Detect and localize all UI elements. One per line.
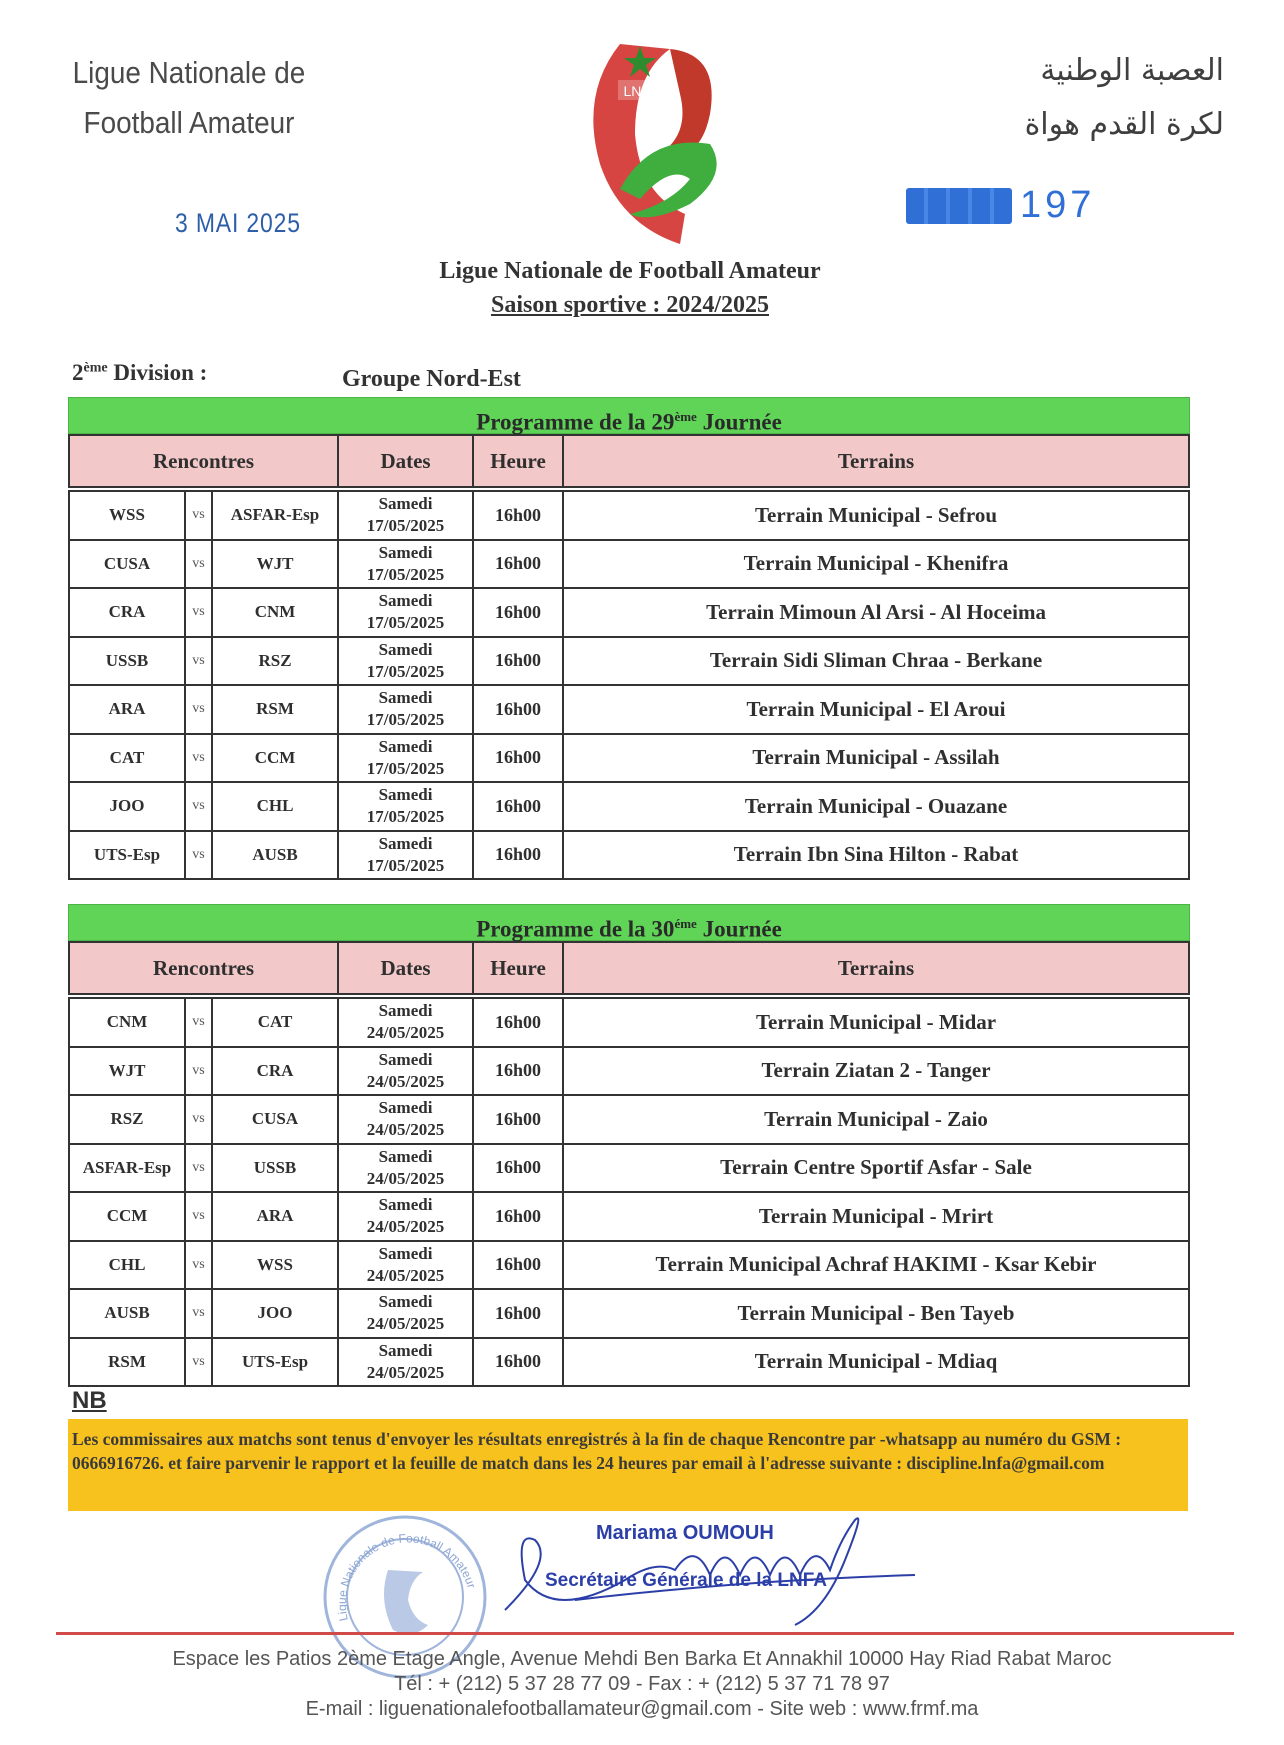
- table-row: [69, 1289, 1189, 1338]
- match-date: [338, 734, 473, 783]
- match-date: [338, 1241, 473, 1290]
- match-date: [338, 1192, 473, 1241]
- match-date: [338, 1047, 473, 1096]
- away-team: CRA: [212, 1047, 338, 1096]
- match-venue: Terrain Ibn Sina Hilton - Rabat: [563, 831, 1189, 880]
- home-team: UTS-Esp: [69, 831, 185, 880]
- vs-label: vs: [185, 998, 212, 1047]
- org-name-line1: Ligue Nationale de: [72, 55, 306, 90]
- season-title: [0, 292, 1260, 319]
- away-team: JOO: [212, 1289, 338, 1338]
- col-terrains: Terrains: [563, 435, 1189, 487]
- match-day: Samedi: [378, 785, 433, 805]
- programme-title-prefix: Programme de la 30: [476, 916, 675, 942]
- lnfa-logo: [560, 14, 760, 254]
- match-date-value: 24/05/2025: [366, 1314, 445, 1334]
- vs-label: vs: [185, 831, 212, 880]
- match-time: 16h00: [473, 1192, 563, 1241]
- org-name-ar-line2: لكرة القدم هواة: [1024, 107, 1224, 142]
- match-day: Samedi: [378, 736, 433, 756]
- season-text: Saison sportive : 2024/2025: [490, 292, 769, 318]
- table-row: [69, 491, 1189, 540]
- date-stamp: [175, 208, 301, 239]
- match-date: [338, 998, 473, 1047]
- document-title: Ligue Nationale de Football Amateur: [439, 258, 821, 284]
- col-rencontres: Rencontres: [69, 435, 338, 487]
- programme-title: [68, 904, 1190, 941]
- signatory-title: Secrétaire Générale de la LNFA: [545, 1570, 827, 1591]
- reference-number: 197: [1020, 184, 1096, 226]
- match-date-value: 17/05/2025: [366, 564, 445, 584]
- match-time: 16h00: [473, 1144, 563, 1193]
- match-date: [338, 540, 473, 589]
- away-team: ASFAR-Esp: [212, 491, 338, 540]
- col-heure: Heure: [473, 435, 563, 487]
- match-venue: Terrain Municipal - Sefrou: [563, 491, 1189, 540]
- vs-label: vs: [185, 637, 212, 686]
- match-venue: Terrain Mimoun Al Arsi - Al Hoceima: [563, 588, 1189, 637]
- match-venue: Terrain Municipal Achraf HAKIMI - Ksar Kebir: [563, 1241, 1189, 1290]
- match-time: 16h00: [473, 782, 563, 831]
- seal-text: Ligue Nationale de Football Amateur: [334, 1531, 479, 1623]
- match-day: Samedi: [378, 494, 433, 514]
- match-time: 16h00: [473, 637, 563, 686]
- away-team: WSS: [212, 1241, 338, 1290]
- match-venue: Terrain Municipal - Khenifra: [563, 540, 1189, 589]
- match-venue: Terrain Municipal - El Aroui: [563, 685, 1189, 734]
- match-time: 16h00: [473, 1338, 563, 1387]
- match-date-value: 24/05/2025: [366, 1362, 445, 1382]
- col-rencontres: Rencontres: [69, 942, 338, 994]
- match-date: [338, 1289, 473, 1338]
- vs-label: vs: [185, 685, 212, 734]
- date-stamp-text: 3 MAI 2025: [175, 208, 301, 238]
- nb-label: NB: [72, 1387, 107, 1414]
- vs-label: vs: [185, 782, 212, 831]
- col-terrains: Terrains: [563, 942, 1189, 994]
- match-day: Samedi: [378, 1098, 433, 1118]
- match-date: [338, 1338, 473, 1387]
- away-team: CNM: [212, 588, 338, 637]
- table-row: [69, 540, 1189, 589]
- match-date-value: 17/05/2025: [366, 758, 445, 778]
- match-date-value: 17/05/2025: [366, 661, 445, 681]
- match-date: [338, 491, 473, 540]
- footer-web: E-mail : liguenationalefootballamateur@gmail.com - Site web : www.frmf.ma: [305, 1698, 979, 1720]
- match-venue: Terrain Municipal - Mdiaq: [563, 1338, 1189, 1387]
- match-venue: Terrain Municipal - Ouazane: [563, 782, 1189, 831]
- match-day: Samedi: [378, 1195, 433, 1215]
- match-day: Samedi: [378, 591, 433, 611]
- vs-label: vs: [185, 491, 212, 540]
- match-day: Samedi: [378, 688, 433, 708]
- away-team: AUSB: [212, 831, 338, 880]
- programme-title: [68, 397, 1190, 434]
- division-sup: ème: [83, 360, 108, 376]
- notice-text: Les commissaires aux matchs sont tenus d'envoyer les résultats enregistrés à la fin de chaque Rencontre par -whatsapp au numéro du GSM : 0666916726. et faire parvenir le rapport et la feuille de match dans les 24 heures par email à l'adresse suivante : discipline.lnfa@gmail.com: [72, 1429, 1122, 1473]
- match-time: 16h00: [473, 998, 563, 1047]
- table-row: [69, 1095, 1189, 1144]
- group-label: Groupe Nord-Est: [342, 366, 521, 392]
- home-team: USSB: [69, 637, 185, 686]
- vs-label: vs: [185, 1192, 212, 1241]
- col-dates: Dates: [338, 435, 473, 487]
- footer-address: Espace les Patios 2ème Etage Angle, Avenue Mehdi Ben Barka Et Annakhil 10000 Hay Riad Rabat Maroc: [172, 1648, 1112, 1670]
- match-time: 16h00: [473, 831, 563, 880]
- programme-title-sup: éme: [674, 916, 697, 931]
- match-venue: Terrain Municipal - Mrirt: [563, 1192, 1189, 1241]
- home-team: CHL: [69, 1241, 185, 1290]
- programme-title-suffix: Journée: [696, 916, 782, 942]
- vs-label: vs: [185, 1144, 212, 1193]
- match-date-value: 17/05/2025: [366, 807, 445, 827]
- match-venue: Terrain Ziatan 2 - Tanger: [563, 1047, 1189, 1096]
- match-time: 16h00: [473, 734, 563, 783]
- away-team: CUSA: [212, 1095, 338, 1144]
- table-row: [69, 1338, 1189, 1387]
- match-date-value: 24/05/2025: [366, 1217, 445, 1237]
- table-row: [69, 998, 1189, 1047]
- vs-label: vs: [185, 540, 212, 589]
- vs-label: vs: [185, 1289, 212, 1338]
- home-team: CAT: [69, 734, 185, 783]
- programme-title-prefix: Programme de la 29: [476, 409, 675, 435]
- match-day: Samedi: [378, 1292, 433, 1312]
- match-day: Samedi: [378, 1001, 433, 1021]
- away-team: RSZ: [212, 637, 338, 686]
- table-row: [69, 734, 1189, 783]
- home-team: RSM: [69, 1338, 185, 1387]
- programme-title-sup: ème: [674, 409, 697, 424]
- vs-label: vs: [185, 1047, 212, 1096]
- match-time: 16h00: [473, 1095, 563, 1144]
- home-team: CRA: [69, 588, 185, 637]
- match-venue: Terrain Municipal - Ben Tayeb: [563, 1289, 1189, 1338]
- match-date: [338, 831, 473, 880]
- division-text: Division :: [107, 360, 208, 385]
- away-team: USSB: [212, 1144, 338, 1193]
- match-day: Samedi: [378, 639, 433, 659]
- programme-29: [68, 397, 1190, 880]
- home-team: CNM: [69, 998, 185, 1047]
- vs-label: vs: [185, 734, 212, 783]
- handwritten-signature: [495, 1500, 915, 1630]
- schedule-table: [68, 434, 1190, 880]
- logo-text: LNFA: [623, 83, 659, 99]
- match-time: 16h00: [473, 685, 563, 734]
- table-row: [69, 637, 1189, 686]
- away-team: CHL: [212, 782, 338, 831]
- table-header-row: [69, 942, 1189, 994]
- match-date-value: 24/05/2025: [366, 1168, 445, 1188]
- signatory-name: Mariama OUMOUH: [596, 1522, 774, 1544]
- match-date-value: 17/05/2025: [366, 613, 445, 633]
- programme-30: [68, 904, 1190, 1387]
- table-row: [69, 782, 1189, 831]
- match-venue: Terrain Municipal - Midar: [563, 998, 1189, 1047]
- away-team: UTS-Esp: [212, 1338, 338, 1387]
- home-team: ASFAR-Esp: [69, 1144, 185, 1193]
- division-number: 2: [72, 360, 84, 385]
- match-time: 16h00: [473, 540, 563, 589]
- org-name-ar-line1: العصبة الوطنية: [1040, 53, 1224, 88]
- match-date-value: 24/05/2025: [366, 1023, 445, 1043]
- match-day: Samedi: [378, 833, 433, 853]
- table-row: [69, 1047, 1189, 1096]
- schedule-table: [68, 941, 1190, 1387]
- match-time: 16h00: [473, 588, 563, 637]
- match-date-value: 17/05/2025: [366, 855, 445, 875]
- match-venue: Terrain Sidi Sliman Chraa - Berkane: [563, 637, 1189, 686]
- table-row: [69, 831, 1189, 880]
- match-time: 16h00: [473, 491, 563, 540]
- col-heure: Heure: [473, 942, 563, 994]
- programme-title-suffix: Journée: [696, 409, 782, 435]
- vs-label: vs: [185, 1095, 212, 1144]
- col-dates: Dates: [338, 942, 473, 994]
- match-date: [338, 637, 473, 686]
- match-day: Samedi: [378, 542, 433, 562]
- match-venue: Terrain Municipal - Assilah: [563, 734, 1189, 783]
- footer-divider: [56, 1632, 1234, 1635]
- match-date: [338, 1144, 473, 1193]
- match-time: 16h00: [473, 1241, 563, 1290]
- match-date-value: 17/05/2025: [366, 710, 445, 730]
- home-team: CUSA: [69, 540, 185, 589]
- match-date-value: 24/05/2025: [366, 1120, 445, 1140]
- match-date-value: 24/05/2025: [366, 1265, 445, 1285]
- match-venue: Terrain Municipal - Zaio: [563, 1095, 1189, 1144]
- table-row: [69, 685, 1189, 734]
- away-team: CCM: [212, 734, 338, 783]
- match-date: [338, 685, 473, 734]
- match-day: Samedi: [378, 1049, 433, 1069]
- home-team: JOO: [69, 782, 185, 831]
- vs-label: vs: [185, 1338, 212, 1387]
- home-team: WJT: [69, 1047, 185, 1096]
- away-team: CAT: [212, 998, 338, 1047]
- match-day: Samedi: [378, 1146, 433, 1166]
- footer-phone: Tél : + (212) 5 37 28 77 09 - Fax : + (212) 5 37 71 78 97: [394, 1673, 890, 1695]
- org-name-french: [72, 48, 306, 148]
- match-time: 16h00: [473, 1047, 563, 1096]
- match-date-value: 17/05/2025: [366, 516, 445, 536]
- match-date-value: 24/05/2025: [366, 1071, 445, 1091]
- table-row: [69, 1192, 1189, 1241]
- redacted-block: [906, 188, 1012, 224]
- table-row: [69, 1144, 1189, 1193]
- away-team: RSM: [212, 685, 338, 734]
- home-team: RSZ: [69, 1095, 185, 1144]
- match-date: [338, 782, 473, 831]
- match-date: [338, 1095, 473, 1144]
- home-team: WSS: [69, 491, 185, 540]
- org-name-line2: Football Amateur: [83, 105, 295, 140]
- match-time: 16h00: [473, 1289, 563, 1338]
- away-team: ARA: [212, 1192, 338, 1241]
- match-day: Samedi: [378, 1243, 433, 1263]
- table-row: [69, 1241, 1189, 1290]
- vs-label: vs: [185, 588, 212, 637]
- reference-stamp: [906, 184, 1095, 227]
- table-header-row: [69, 435, 1189, 487]
- away-team: WJT: [212, 540, 338, 589]
- notice-box: [68, 1419, 1188, 1511]
- table-row: [69, 588, 1189, 637]
- match-venue: Terrain Centre Sportif Asfar - Sale: [563, 1144, 1189, 1193]
- match-date: [338, 588, 473, 637]
- match-day: Samedi: [378, 1340, 433, 1360]
- vs-label: vs: [185, 1241, 212, 1290]
- home-team: AUSB: [69, 1289, 185, 1338]
- division-label: [72, 360, 207, 386]
- home-team: CCM: [69, 1192, 185, 1241]
- org-name-arabic: [924, 44, 1224, 152]
- home-team: ARA: [69, 685, 185, 734]
